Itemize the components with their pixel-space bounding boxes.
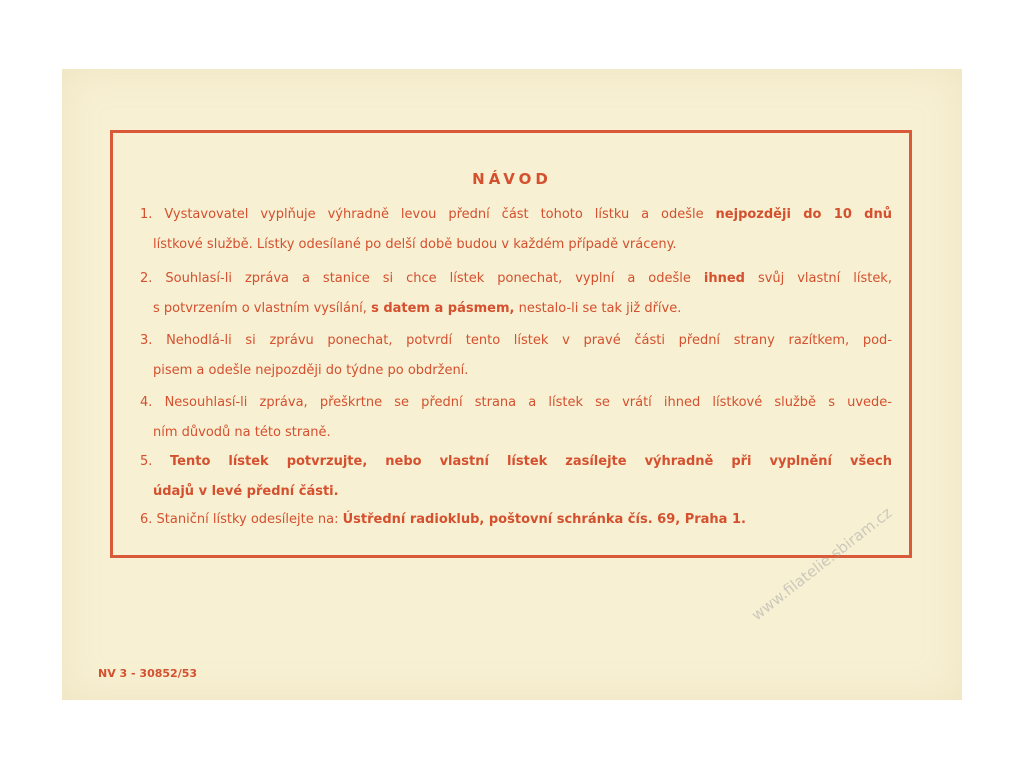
- instruction-line: [140, 418, 892, 448]
- instruction-emphasis: Ústřední radioklub, poštovní schránka čís. 69, Praha 1.: [342, 512, 746, 527]
- instruction-number: 6.: [140, 512, 157, 527]
- print-code: NV 3 - 30852/53: [98, 667, 198, 680]
- instruction-text: Vystavovatel vyplňuje výhradně levou přední část tohoto lístku a odešle: [164, 207, 716, 222]
- instruction-number: 2.: [140, 271, 166, 286]
- instruction-line: [140, 388, 892, 418]
- instruction-line: [140, 200, 892, 230]
- instruction-text: nestalo-li se tak již dříve.: [514, 301, 682, 316]
- instruction-number: 3.: [140, 333, 167, 348]
- instruction-item: [140, 200, 892, 260]
- instruction-line: [140, 356, 892, 386]
- instruction-line: [140, 505, 892, 535]
- instruction-line: [140, 477, 892, 507]
- instruction-line: [140, 264, 892, 294]
- instruction-text: svůj vlastní lístek,: [744, 271, 892, 286]
- instruction-text: Staniční lístky odesílejte na:: [156, 512, 343, 527]
- instruction-item: [140, 326, 892, 386]
- instruction-emphasis: Tento lístek potvrzujte, nebo vlastní lístek zasílejte výhradně při vyplnění všech: [170, 454, 892, 469]
- instruction-item: [140, 264, 892, 324]
- instruction-number: 1.: [140, 207, 165, 222]
- instruction-number: 5.: [140, 454, 171, 469]
- instruction-emphasis: nejpozději do 10 dnů: [715, 207, 892, 222]
- watermark: www.filatelie.sbiram.cz: [748, 503, 896, 625]
- instruction-emphasis: ihned: [703, 271, 745, 286]
- instruction-item: [140, 505, 892, 535]
- instruction-number: 4.: [140, 395, 165, 410]
- instruction-line: [140, 294, 892, 324]
- instruction-text: Nehodlá-li si zprávu ponechat, potvrdí tento lístek v pravé části přední strany razítkem, pod-: [166, 333, 892, 348]
- instruction-text: Nesouhlasí-li zpráva, přeškrtne se přední strana a lístek se vrátí ihned lístkové službě s uvede-: [164, 395, 892, 410]
- instruction-emphasis: s datem a pásmem,: [371, 301, 515, 316]
- instruction-item: [140, 388, 892, 448]
- instruction-text: s potvrzením o vlastním vysílání,: [153, 301, 372, 316]
- instruction-text: ním důvodů na této straně.: [153, 425, 331, 440]
- instructions-title: NÁVOD: [472, 170, 552, 188]
- instruction-item: [140, 447, 892, 507]
- instruction-text: Souhlasí-li zpráva a stanice si chce lístek ponechat, vyplní a odešle: [165, 271, 704, 286]
- instruction-line: [140, 230, 892, 260]
- instruction-text: pisem a odešle nejpozději do týdne po obdržení.: [153, 363, 469, 378]
- instruction-text: lístkové službě. Lístky odesílané po delší době budou v každém případě vráceny.: [153, 237, 677, 252]
- instruction-emphasis: údajů v levé přední části.: [153, 484, 339, 499]
- instruction-line: [140, 326, 892, 356]
- instruction-line: [140, 447, 892, 477]
